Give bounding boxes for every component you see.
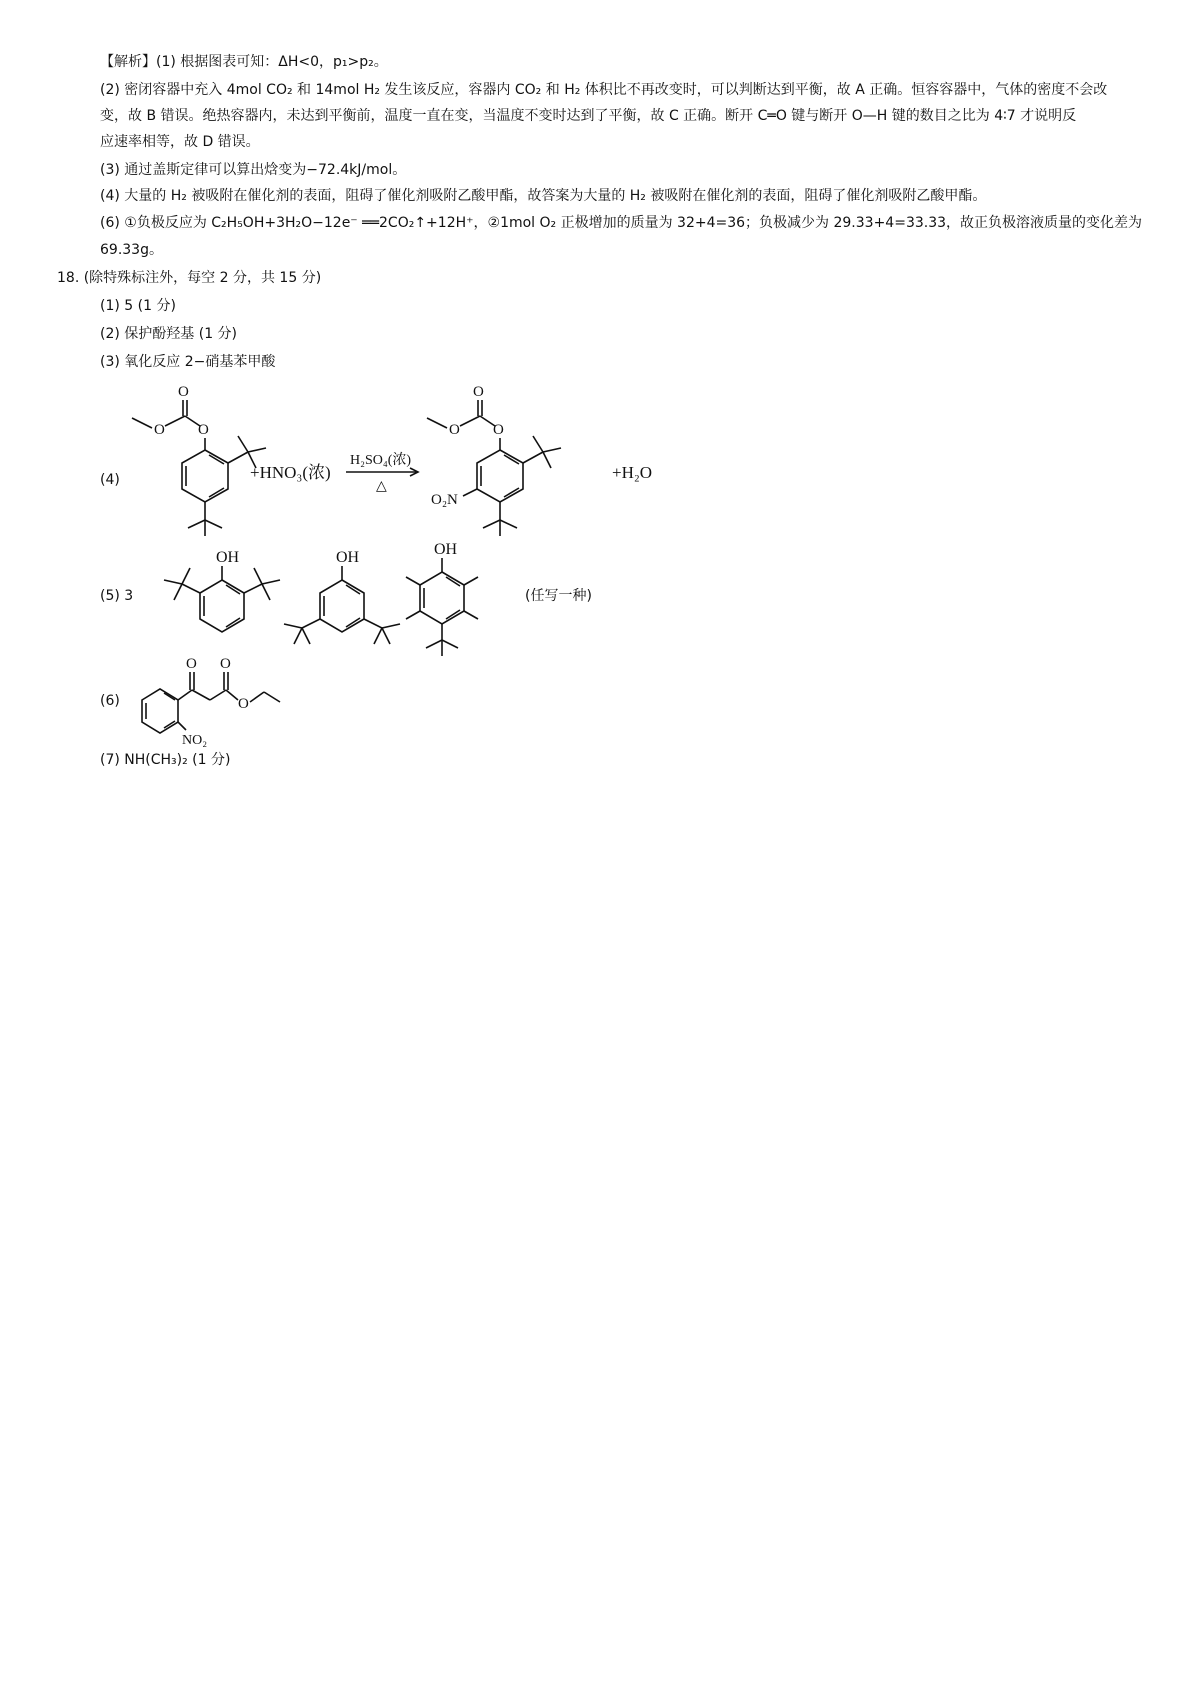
svg-text:O: O xyxy=(186,656,197,672)
analysis-line-6a: (6) ①负极反应为 C₂H₅OH+3H₂O−12e⁻ ══2CO₂↑+12H⁺，②1mol O₂ 正极增加的质量为 32+4=36；负极减少为 29.33+4=33.33，故正负极溶液质量的变化差为 xyxy=(100,215,1143,231)
q18-answer-3: (3) 氧化反应 2−硝基苯甲酸 xyxy=(100,354,276,370)
isomer-note: (任写一种) xyxy=(525,588,592,604)
analysis-line-2b: 变，故 B 错误。绝热容器内，未达到平衡前，温度一直在变，当温度不变时达到了平衡，故 C 正确。断开 C═O 键与断开 O—H 键的数目之比为 4∶7 才说明反 xyxy=(100,108,1077,124)
analysis-line-2c: 应速率相等，故 D 错误。 xyxy=(100,134,260,150)
svg-text:O: O xyxy=(154,422,165,438)
analysis-line-3: (3) 通过盖斯定律可以算出焓变为−72.4kJ/mol。 xyxy=(100,162,407,178)
svg-text:O: O xyxy=(449,422,460,438)
analysis-line-6b: 69.33g。 xyxy=(100,242,163,258)
keto-ester-structure xyxy=(120,648,320,748)
hno3-term: +HNO₃(浓) xyxy=(250,463,331,482)
water-term: +H₂O xyxy=(612,463,653,482)
nitro-group: O₂N xyxy=(431,492,458,508)
svg-text:O: O xyxy=(238,696,249,712)
product-structure xyxy=(427,384,561,536)
q18-answer-5-label: (5) 3 xyxy=(100,588,134,604)
isomer-1 xyxy=(164,549,280,632)
analysis-line-2a: (2) 密闭容器中充入 4mol CO₂ 和 14mol H₂ 发生该反应，容器内 CO₂ 和 H₂ 体积比不再改变时，可以判断达到平衡，故 A 正确。恒容容器中，气体的密度不会改 xyxy=(100,82,1108,98)
nitration-reaction-diagram xyxy=(110,378,670,538)
q18-answer-1: (1) 5 (1 分) xyxy=(100,298,176,314)
svg-text:O: O xyxy=(473,384,484,400)
svg-text:OH: OH xyxy=(434,541,458,558)
svg-text:OH: OH xyxy=(336,549,360,566)
svg-text:O: O xyxy=(198,422,209,438)
q18-header: 18. (除特殊标注外，每空 2 分，共 15 分) xyxy=(57,270,322,286)
condition-top: H₂SO₄(浓) xyxy=(350,453,412,468)
analysis-line-4: (4) 大量的 H₂ 被吸附在催化剂的表面，阻碍了催化剂吸附乙酸甲酯，故答案为大量的 H₂ 被吸附在催化剂的表面，阻碍了催化剂吸附乙酸甲酯。 xyxy=(100,188,987,204)
svg-text:O: O xyxy=(493,422,504,438)
reactant-carbonyl-o: O xyxy=(178,384,189,400)
isomer-3 xyxy=(406,541,478,656)
nitro-label: NO₂ xyxy=(182,733,208,748)
reactant-structure xyxy=(132,384,266,536)
q18-answer-2: (2) 保护酚羟基 (1 分) xyxy=(100,326,238,342)
condition-bottom: △ xyxy=(376,479,387,494)
q18-answer-6-label: (6) xyxy=(100,693,120,709)
isomer-2 xyxy=(284,549,400,644)
q18-answer-4-label: (4) xyxy=(100,472,120,488)
svg-text:O: O xyxy=(220,656,231,672)
analysis-line-1: 【解析】(1) 根据图表可知：ΔH<0，p₁>p₂。 xyxy=(100,54,388,70)
q18-answer-7: (7) NH(CH₃)₂ (1 分) xyxy=(100,752,231,768)
svg-text:OH: OH xyxy=(216,549,240,566)
